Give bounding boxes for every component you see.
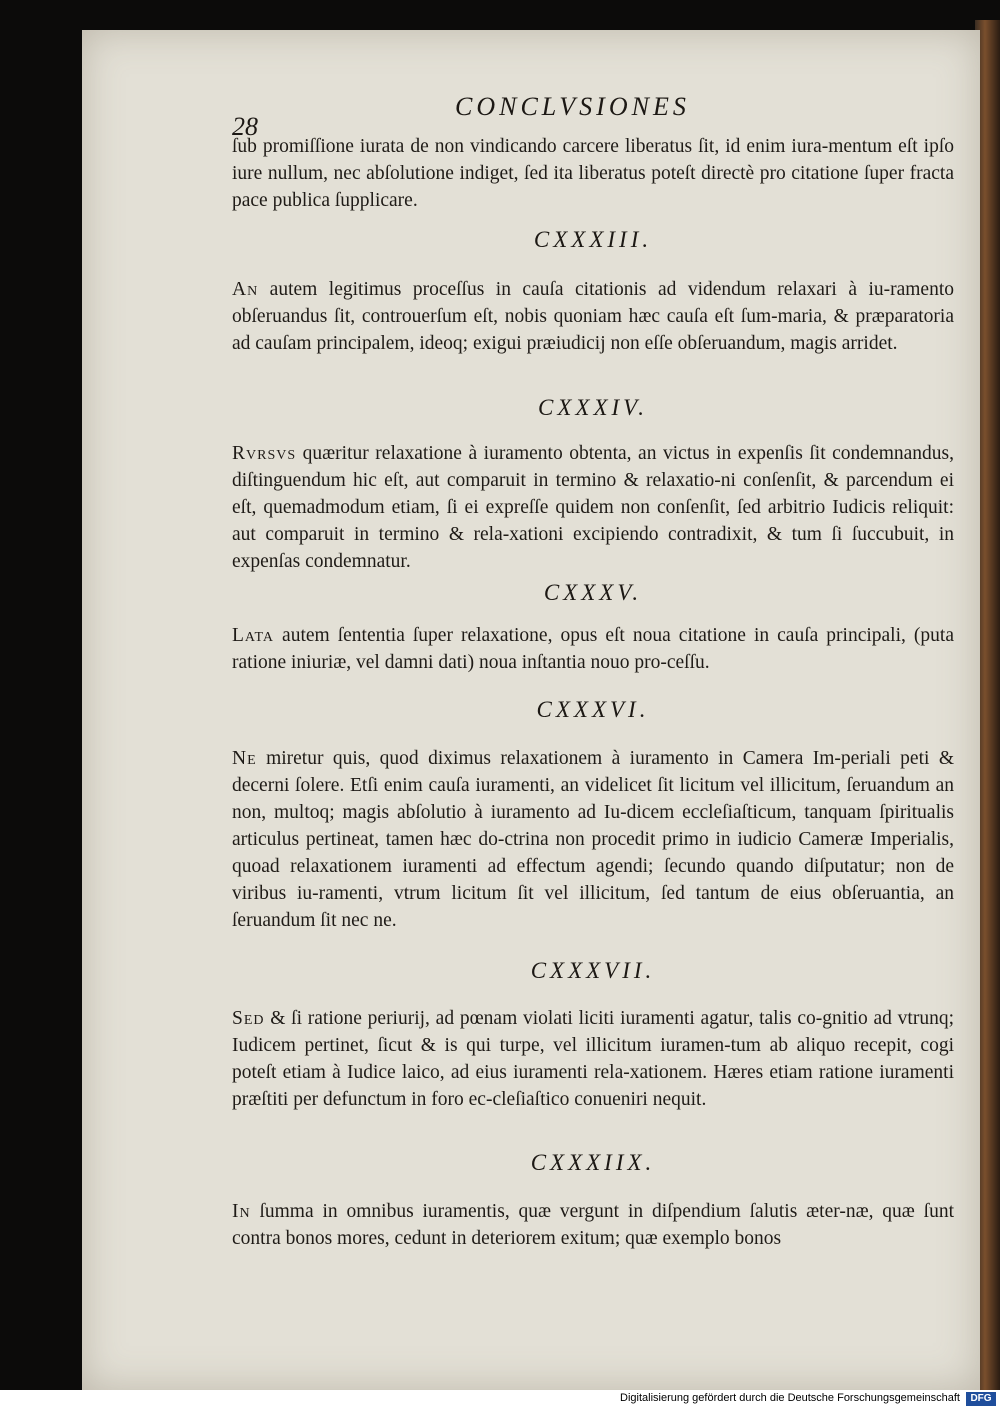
paragraph-body: autem legitimus proceſſus in cauſa citationis ad videndum relaxari à iu-ramento obſeruandus ſit, controuerſum eſt, nobis quoniam hæc cauſa eſt ſum-maria, & præparatoria ad cauſam principalem, ideoq; exigui præiudicij non eſſe obſeruandum, magis arridet. xyxy=(232,279,954,354)
paragraph-cxxxiv xyxy=(232,440,954,575)
section-heading-cxxxiii: CXXXIII. xyxy=(533,227,653,252)
paragraph-cxxxiix xyxy=(232,1198,954,1252)
section-heading-cxxxiix: CXXXIIX. xyxy=(530,1150,656,1175)
paragraph-cxxxvii xyxy=(232,1005,954,1113)
paragraph-lead: Lata xyxy=(232,625,275,646)
paragraph-lead: In xyxy=(232,1201,251,1222)
paragraph-continuation xyxy=(232,133,954,214)
paragraph-body: miretur quis, quod diximus relaxationem à iuramento in Camera Im-periali peti & decerni ſolere. Etſi enim cauſa iuramenti, an videlicet ſit licitum vel illicitum, ſeruandum an non, multoq; magis abſolutio à iuramento ad Iu-dicem eccleſiaſticum, tanquam ſpiritualis articulus pertineat, tamen hæc do-ctrina non procedit primo in iudicio Cameræ Imperialis, quoad relaxationem iuramenti ad effectum agendi; ſecundo quando diſputatur; non de viribus iu-ramenti, vtrum licitum ſit vel illicitum, ſed tantum de eius obſeruantia, an ſeruandum ſit nec ne. xyxy=(232,748,954,931)
running-head: CONCLVSIONES xyxy=(455,92,690,121)
section-heading-cxxxvi: CXXXVI. xyxy=(536,697,650,722)
paragraph-body: ſumma in omnibus iuramentis, quæ vergunt in diſpendium ſalutis æter-næ, quæ ſunt contra bonos mores, cedunt in deteriorem exitum; quæ exemplo bonos xyxy=(232,1201,954,1249)
section-heading-cxxxv: CXXXV. xyxy=(543,580,643,605)
paragraph-lead: Rvrsvs xyxy=(232,443,297,464)
paragraph-body: ſub promiſſione iurata de non vindicando carcere liberatus ſit, id enim iura-mentum eſt ipſo iure nullum, nec abſolutione indiget, ſed ita liberatus poteſt directè pro citatione ſuper fracta pace publica ſupplicare. xyxy=(232,136,954,211)
digitization-footer xyxy=(0,1390,1000,1410)
footer-credit: Digitalisierung gefördert durch die Deutsche Forschungsgemeinschaft xyxy=(620,1392,960,1404)
paragraph-body: & ſi ratione periurij, ad pœnam violati liciti iuramenti agatur, talis co-gnitio ad vtrunq; Iudicem pertinet, ſicut & is qui turpe, vel illicitum iuramen-tum ab aliquo recepit, cogi poteſt etiam à Iudice laico, ad eius iuramenti rela-xationem. Hæres etiam ratione iuramenti præſtiti per defunctum in foro ec-cleſiaſtico conueniri nequit. xyxy=(232,1008,954,1110)
section-heading-cxxxiv: CXXXIV. xyxy=(538,395,648,420)
dfg-logo-icon: DFG xyxy=(966,1392,996,1406)
page-number: 28 xyxy=(232,112,258,141)
paragraph-cxxxiii xyxy=(232,276,954,357)
paragraph-cxxxvi xyxy=(232,745,954,934)
paragraph-body: quæritur relaxatione à iuramento obtenta, an victus in expenſis ſit condemnandus, diſtinguendum hic eſt, aut comparuit in termino & relaxatio-ni conſenſit, & parcendum ei eſt, quemadmodum etiam, ſi ei expreſſe quidem non conſenſit, ſed arbitrio Iudicis reliquit: aut comparuit in termino & rela-xationi excipiendo contradixit, & tum ſi ſuccubuit, in expenſas condemnatur. xyxy=(232,443,954,572)
paragraph-lead: An xyxy=(232,279,259,300)
section-heading-cxxxvii: CXXXVII. xyxy=(530,958,656,983)
paragraph-cxxxv xyxy=(232,622,954,676)
paragraph-lead: Sed xyxy=(232,1008,265,1029)
paragraph-body: autem ſententia ſuper relaxatione, opus eſt noua citatione in cauſa principali, (puta ratione iniuriæ, vel damni dati) noua inſtantia nouo pro-ceſſu. xyxy=(232,625,954,673)
paragraph-lead: Ne xyxy=(232,748,257,769)
